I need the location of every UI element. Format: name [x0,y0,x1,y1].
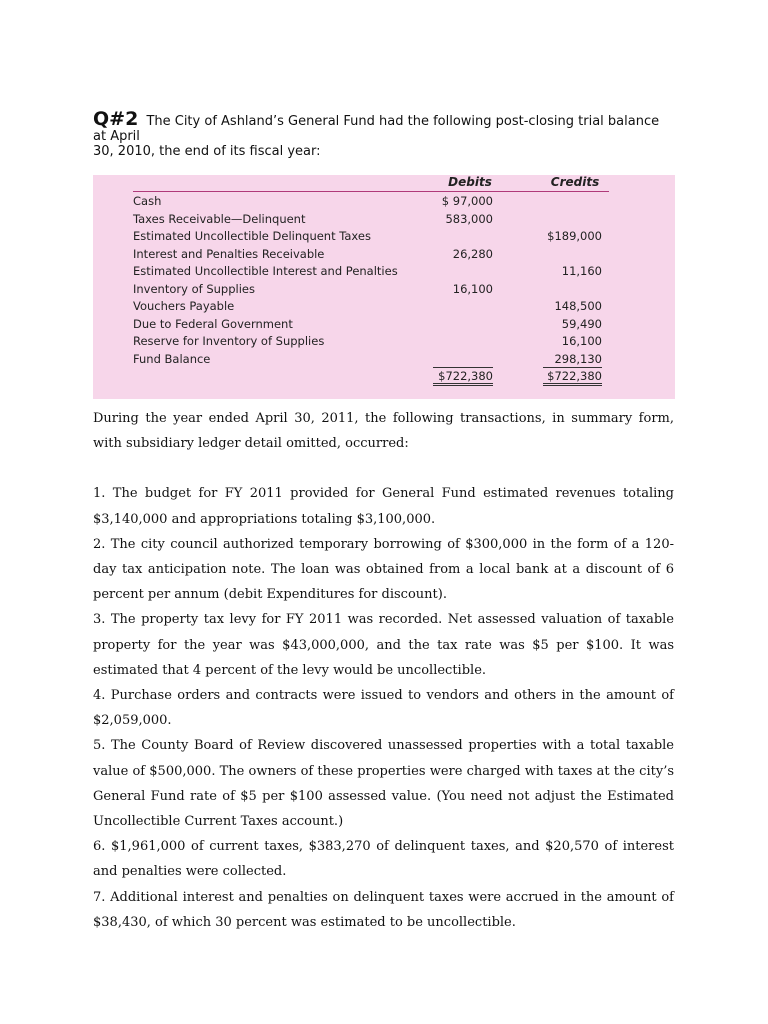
table-row [93,264,675,281]
transaction-item: 6. $1,961,000 of current taxes, $383,270 of delinquent taxes, and $20,570 of interest and penalties were collected. [93,839,674,880]
debits-column-header: Debits [448,175,492,189]
transaction-item: 3. The property tax levy for FY 2011 was recorded. Net assessed valuation of taxable property for the year was $43,000,000, and the tax rate was $5 per $100. It was estimated that 4 percent of the levy would be uncollectible. [93,612,674,678]
transaction-item: 1. The budget for FY 2011 provided for General Fund estimated revenues totaling $3,140,000 and appropriations totaling $3,100,000. [93,486,674,527]
question-intro-line-1: The City of Ashland’s General Fund had the following post-closing trial balance at April [93,114,660,144]
question-number: Q#2 [93,108,139,130]
trial-balance-table [93,175,675,399]
credits-column-header: Credits [550,175,600,189]
table-row [93,282,675,299]
credit-amount: 59,490 [561,316,602,331]
credit-amount: 148,500 [554,299,602,313]
account-name: Estimated Uncollectible Delinquent Taxes [133,229,371,243]
transactions-text [93,406,674,935]
question-header [93,108,673,159]
account-name: Interest and Penalties Receivable [133,246,325,261]
debit-amount: $ 97,000 [441,194,493,208]
total-credits: $722,380 [543,367,602,386]
account-name: Due to Federal Government [133,316,293,331]
debit-amount: 583,000 [445,211,493,226]
account-name: Estimated Uncollectible Interest and Penalties [133,264,398,278]
header-rule [133,191,609,192]
table-row [93,299,675,316]
totals-row [93,367,675,384]
total-debits: $722,380 [433,367,493,386]
table-row [93,352,675,369]
intro-paragraph: During the year ended April 30, 2011, the following transactions, in summary form, with subsidiary ledger detail omitted, occurred: [93,411,674,452]
credit-amount: 298,130 [554,351,602,366]
account-name: Reserve for Inventory of Supplies [133,334,325,348]
table-row [93,212,675,229]
table-row [93,317,675,334]
transaction-item: 4. Purchase orders and contracts were issued to vendors and others in the amount of $2,059,000. [93,688,674,729]
debit-amount: 26,280 [452,246,493,261]
transaction-item: 7. Additional interest and penalties on delinquent taxes were accrued in the amount of $38,430, of which 30 percent was estimated to be uncollectible. [93,889,674,930]
transaction-item: 5. The County Board of Review discovered unassessed properties with a total taxable value of $500,000. The owners of these properties were charged with taxes at the city’s General Fund rate of $5 per $100 assessed value. (You need not adjust the Estimated Uncollectible Current Taxes account.) [93,738,674,830]
table-row [93,247,675,264]
debit-amount: 16,100 [452,281,493,296]
credit-amount: 11,160 [561,264,602,278]
account-name: Taxes Receivable—Delinquent [133,211,306,226]
account-name: Inventory of Supplies [133,281,255,296]
account-name: Fund Balance [133,351,211,366]
credit-amount: $189,000 [547,229,602,243]
credit-amount: 16,100 [561,334,602,348]
table-row [93,229,675,246]
transaction-item: 2. The city council authorized temporary borrowing of $300,000 in the form of a 120-day tax anticipation note. The loan was obtained from a local bank at a discount of 6 percent per annum (debit Expenditures for discount). [93,536,674,603]
question-intro-line-2: 30, 2010, the end of its fiscal year: [93,144,321,159]
table-row [93,334,675,351]
table-row [93,194,675,211]
account-name: Cash [133,194,162,208]
account-name: Vouchers Payable [133,299,235,313]
